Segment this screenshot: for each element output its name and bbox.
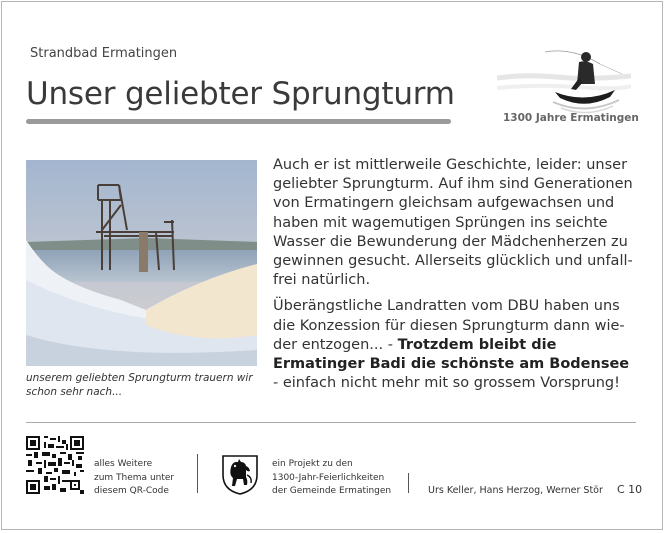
logo-caption: 1300 Jahre Ermatingen	[503, 112, 639, 124]
title-underline	[26, 119, 451, 124]
project-description-line-3: der Gemeinde Ermatingen	[272, 486, 392, 496]
project-description-line-1: ein Projekt zu den	[272, 459, 353, 469]
project-description	[272, 458, 391, 499]
diving-tower-photo	[26, 160, 257, 366]
qr-code[interactable]	[26, 436, 84, 494]
paragraph-2-start: Überängstliche Landratten vom DBU haben uns die Konzession für diesen Sprungturm dann wie-der entzogen... -	[273, 298, 625, 353]
qr-description	[94, 458, 174, 499]
winter-diving-tower-image	[26, 160, 257, 366]
article-body	[273, 156, 633, 400]
ermatingen-coat-of-arms-icon	[222, 455, 258, 495]
article-paragraph-1: Auch er ist mittlerweile Geschichte, leider: unser geliebter Sprungturm. Auf ihm sind Generationen von Ermatingern gleichsam aufgewachsen und haben mit wagemutigen Sprüngen ins seichte Wasser die Bewunderung der Mädchenherzen zu gewinnen gesucht. Allerseits glücklich und unfall-frei natürlich.	[273, 157, 633, 289]
footer-divider	[26, 422, 636, 423]
footer-separator-1	[197, 454, 198, 493]
photo-caption: unserem geliebten Sprungturm trauern wir schon sehr nach...	[26, 372, 253, 398]
project-description-line-2: 1300-Jahr-Feierlichkeiten	[272, 472, 385, 483]
qr-description-line-1: alles Weitere	[94, 459, 153, 469]
qr-description-line-3: diesem QR-Code	[94, 486, 169, 496]
page-code: C 10	[617, 483, 643, 496]
paragraph-2-end: - einfach nicht mehr mit so grossem Vorsprung!	[273, 375, 620, 392]
kicker-label: Strandbad Ermatingen	[30, 46, 178, 61]
page-title: Unser geliebter Sprungturm	[26, 76, 455, 112]
paragraph-2-emphasis: Trotzdem bleibt die Ermatinger Badi die schönste am Bodensee	[273, 336, 630, 373]
article-paragraph-2	[273, 297, 633, 393]
qr-description-line-2: zum Thema unter	[94, 472, 175, 483]
authors: Urs Keller, Hans Herzog, Werner Stör	[428, 485, 603, 496]
footer-separator-2	[408, 473, 409, 493]
